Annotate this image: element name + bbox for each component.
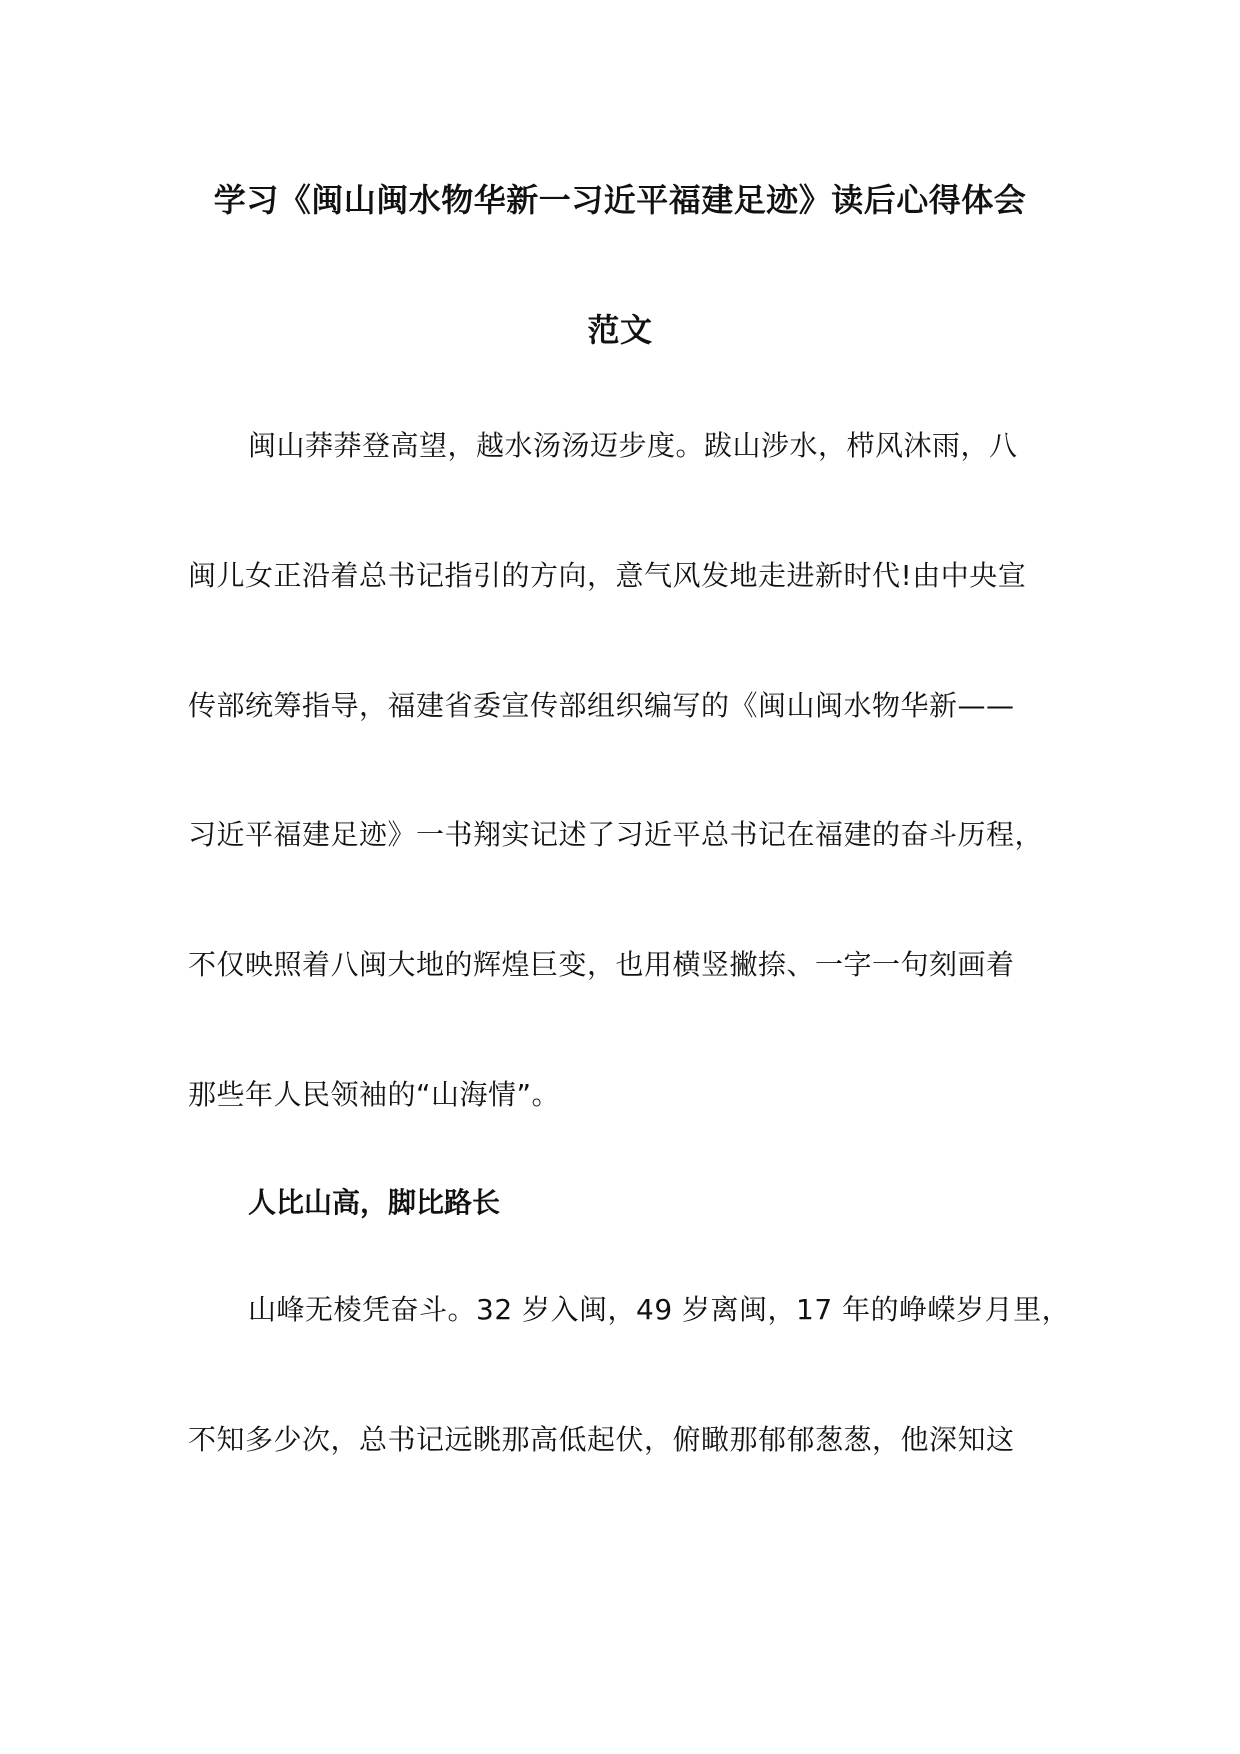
- section-heading: 人比山高，脚比路长: [248, 1186, 501, 1219]
- paragraph-2-line-1: 山峰无棱凭奋斗。32 岁入闽，49 岁离闽，17 年的峥嵘岁月里，: [248, 1293, 1071, 1326]
- paragraph-1-line-4: 习近平福建足迹》一书翔实记述了习近平总书记在福建的奋斗历程，: [188, 818, 1044, 851]
- document-title-line-1: 学习《闽山闽水物华新一习近平福建足迹》读后心得体会: [213, 181, 1027, 219]
- paragraph-1-line-5: 不仅映照着八闽大地的辉煌巨变，也用横竖撇捺、一字一句刻画着: [188, 948, 1015, 981]
- paragraph-1-line-1: 闽山莽莽登高望，越水汤汤迈步度。跋山涉水，栉风沐雨，八: [248, 429, 1018, 462]
- paragraph-1-line-6: 那些年人民领袖的“山海情”。: [188, 1078, 561, 1111]
- paragraph-1-line-2: 闽儿女正沿着总书记指引的方向，意气风发地走进新时代!由中央宣: [188, 559, 1027, 592]
- document-title-line-2: 范文: [587, 311, 653, 349]
- paragraph-2-line-2: 不知多少次，总书记远眺那高低起伏，俯瞰那郁郁葱葱，他深知这: [188, 1423, 1015, 1456]
- paragraph-1-line-3: 传部统筹指导，福建省委宣传部组织编写的《闽山闽水物华新——: [188, 689, 1015, 722]
